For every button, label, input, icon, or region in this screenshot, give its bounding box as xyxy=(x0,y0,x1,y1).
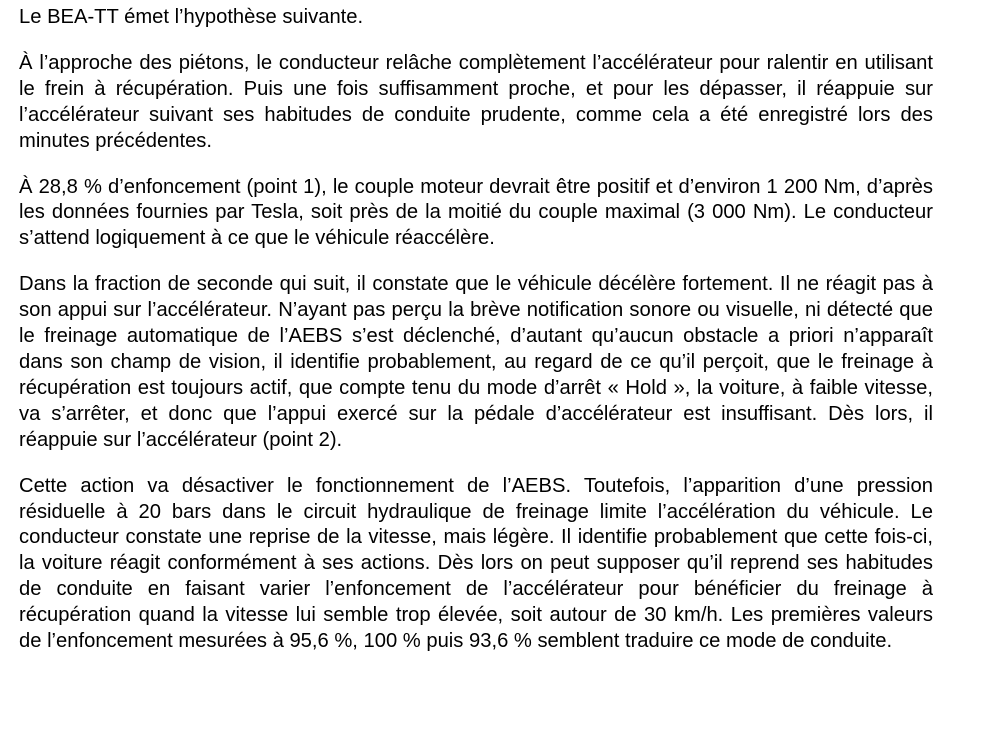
intro-sentence: Le BEA-TT émet l’hypothèse suivante. xyxy=(19,6,364,28)
paragraph-4: Cette action va désactiver le fonctionnement de l’AEBS. Toutefois, l’apparition d’une pression résiduelle à 20 bars dans le circuit hydraulique de freinage limite l’accélération du véhicule. Le conducteur constate une reprise de la vitesse, mais légère. Il identifie probablement que cette fois-ci, la voiture réagit conformément à ses actions. Dès lors on peut supposer qu’il reprend ses habitudes de conduite en faisant varier l’enfoncement de l’accélérateur pour bénéficier du freinage à récupération quand la vitesse lui semble trop élevée, soit autour de 30 km/h. Les premières valeurs de l’enfoncement mesurées à 95,6 %, 100 % puis 93,6 % semblent traduire ce mode de conduite. xyxy=(19,474,933,653)
paragraph-1: À l’approche des piétons, le conducteur relâche complètement l’accélérateur pour ralentir en utilisant le frein à récupération. Puis une fois suffisamment proche, et pour les dépasser, il réappuie sur l’accélérateur suivant ses habitudes de conduite prudente, comme cela a été enregistré lors des minutes précédentes. xyxy=(19,51,933,152)
paragraph-3: Dans la fraction de seconde qui suit, il constate que le véhicule décélère fortement. Il ne réagit pas à son appui sur l’accélérateur. N’ayant pas perçu la brève notification sonore ou visuelle, ni détecté que le freinage automatique de l’AEBS s’est déclenché, d’autant qu’aucun obstacle a priori n’apparaît dans son champ de vision, il identifie probablement, au regard de ce qu’il perçoit, que le freinage à récupération est toujours actif, que compte tenu du mode d’arrêt « Hold », la voiture, à faible vitesse, va s’arrêter, et donc que l’appui exercé sur la pédale d’accélérateur est insuffisant. Dès lors, il réappuie sur l’accélérateur (point 2). xyxy=(19,273,933,451)
document-body xyxy=(19,5,933,655)
paragraph-2: À 28,8 % d’enfoncement (point 1), le couple moteur devrait être positif et d’environ 1 200 Nm, d’après les données fournies par Tesla, soit près de la moitié du couple maximal (3 000 Nm). Le conducteur s’attend logiquement à ce que le véhicule réaccélère. xyxy=(19,175,933,250)
